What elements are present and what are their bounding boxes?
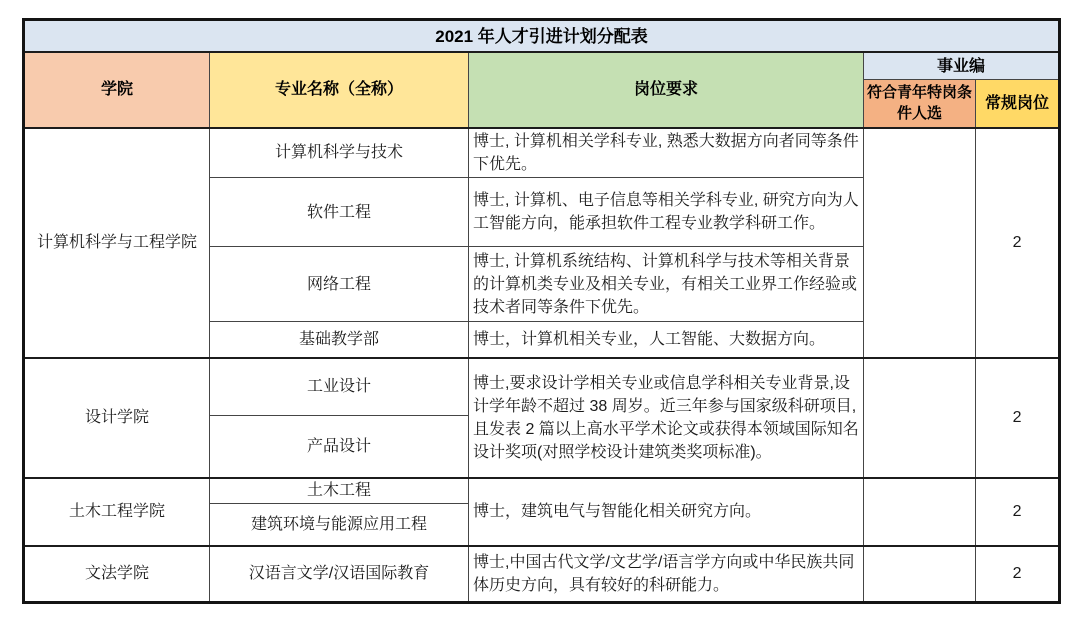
header-regular-posts: 常规岗位: [976, 80, 1060, 128]
college-cell: 设计学院: [24, 358, 210, 478]
major-cell: 网络工程: [210, 247, 469, 322]
talent-plan-table: [22, 18, 1061, 604]
requirement-cell: 博士, 计算机相关学科专业, 熟悉大数据方向者同等条件下优先。: [469, 128, 864, 178]
college-cell: 计算机科学与工程学院: [24, 128, 210, 358]
youth-count-cell: [864, 478, 976, 546]
college-cell: 土木工程学院: [24, 478, 210, 546]
regular-count-cell: 2: [976, 478, 1060, 546]
requirement-cell: 博士，建筑电气与智能化相关研究方向。: [469, 478, 864, 546]
table-title: 2021 年人才引进计划分配表: [24, 20, 1060, 53]
major-cell: 土木工程: [210, 478, 469, 504]
college-cell: 文法学院: [24, 546, 210, 603]
major-cell: 计算机科学与技术: [210, 128, 469, 178]
table-row: [24, 128, 1060, 178]
major-cell: 工业设计: [210, 358, 469, 416]
header-major: 专业名称（全称）: [210, 52, 469, 128]
major-cell: 基础教学部: [210, 322, 469, 358]
table-row: [24, 358, 1060, 416]
regular-count-cell: 2: [976, 546, 1060, 603]
youth-count-cell: [864, 358, 976, 478]
requirement-cell: 博士,要求设计学相关专业或信息学科相关专业背景,设计学年龄不超过 38 周岁。近三年参与国家级科研项目,且发表 2 篇以上高水平学术论文或获得本领域国际知名设计奖项(对照学校设计建筑类奖项标准)。: [469, 358, 864, 478]
header-requirements: 岗位要求: [469, 52, 864, 128]
title-row: [24, 20, 1060, 53]
requirement-cell: 博士,中国古代文学/文艺学/语言学方向或中华民族共同体历史方向，具有较好的科研能力。: [469, 546, 864, 603]
major-cell: 产品设计: [210, 416, 469, 478]
major-cell: 软件工程: [210, 178, 469, 247]
requirement-cell: 博士，计算机相关专业，人工智能、大数据方向。: [469, 322, 864, 358]
header-row-top: [24, 52, 1060, 80]
youth-count-cell: [864, 546, 976, 603]
header-youth-special: 符合青年特岗条件人选: [864, 80, 976, 128]
table-row: [24, 546, 1060, 603]
header-college: 学院: [24, 52, 210, 128]
major-cell: 建筑环境与能源应用工程: [210, 504, 469, 546]
requirement-cell: 博士, 计算机系统结构、计算机科学与技术等相关背景的计算机类专业及相关专业，有相关工业界工作经验或技术者同等条件下优先。: [469, 247, 864, 322]
requirement-cell: 博士, 计算机、电子信息等相关学科专业, 研究方向为人工智能方向，能承担软件工程专业教学科研工作。: [469, 178, 864, 247]
header-establishment: 事业编: [864, 52, 1060, 80]
regular-count-cell: 2: [976, 358, 1060, 478]
major-cell: 汉语言文学/汉语国际教育: [210, 546, 469, 603]
table-row: [24, 478, 1060, 504]
regular-count-cell: 2: [976, 128, 1060, 358]
youth-count-cell: [864, 128, 976, 358]
